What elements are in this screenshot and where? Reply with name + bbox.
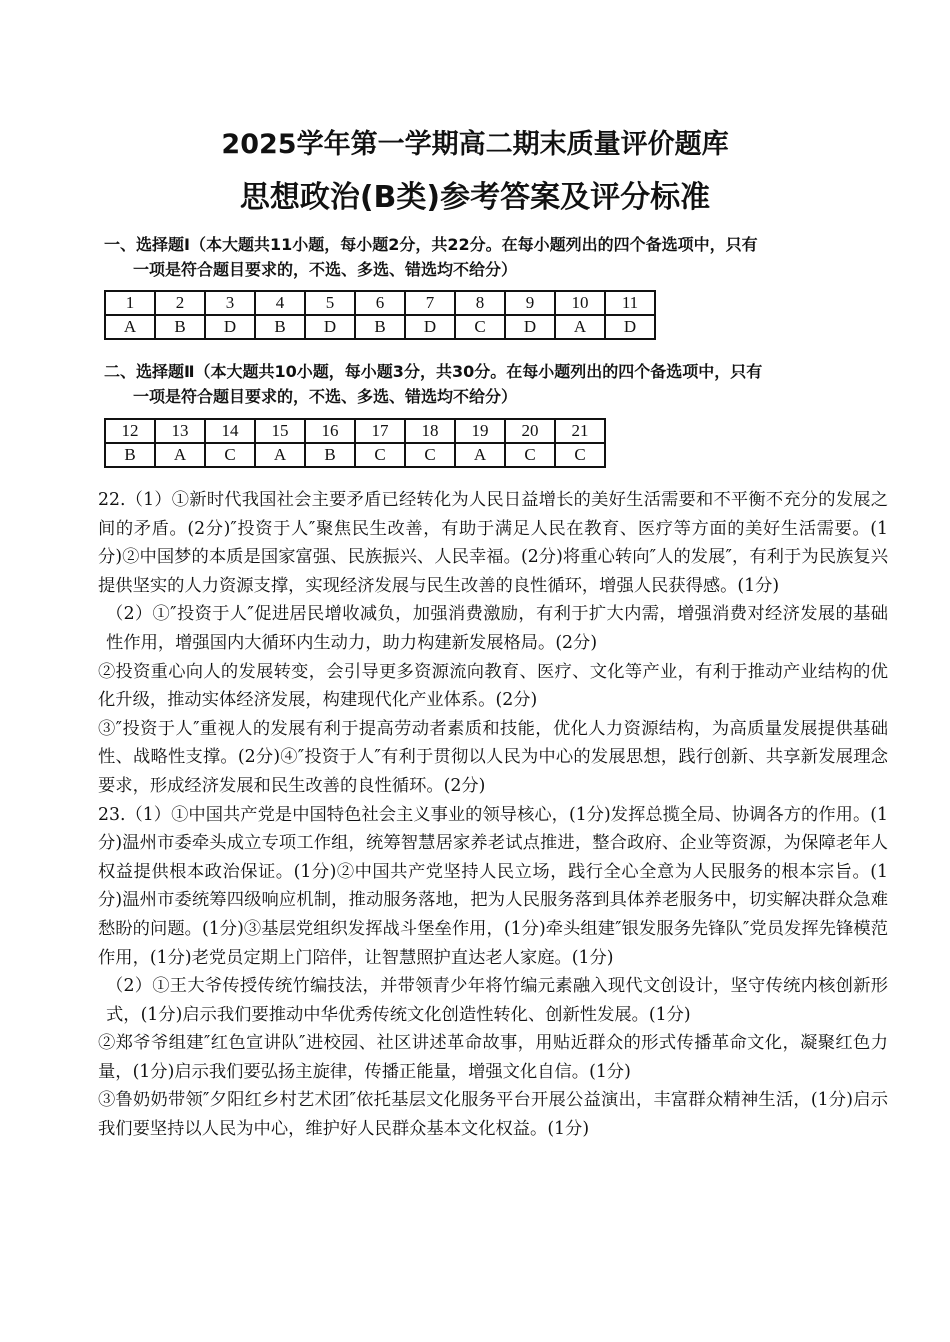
question-number: 16	[305, 419, 355, 443]
question-number: 4	[255, 291, 305, 315]
question-number: 1	[105, 291, 155, 315]
answer-cell: D	[205, 315, 255, 339]
answer-cell: B	[255, 315, 305, 339]
question-number: 10	[555, 291, 605, 315]
answer-cell: A	[255, 443, 305, 467]
answer-cell: A	[155, 443, 205, 467]
answer-cell: C	[205, 443, 255, 467]
answer-cell: B	[305, 443, 355, 467]
question-number: 19	[455, 419, 505, 443]
question-number: 13	[155, 419, 205, 443]
question-number: 15	[255, 419, 305, 443]
answer-cell: C	[355, 443, 405, 467]
question-number: 17	[355, 419, 405, 443]
answer-cell: D	[305, 315, 355, 339]
section1-number-row	[105, 291, 655, 315]
question-number: 21	[555, 419, 605, 443]
q23-part2-a: （2）①王大爷传授传统竹编技法，并带领青少年将竹编元素融入现代文创设计，坚守传统内核创新形式，(1分)启示我们要推动中华优秀传统文化创造性转化、创新性发展。(1分)	[106, 976, 888, 1025]
answer-cell: A	[555, 315, 605, 339]
answer-cell: B	[355, 315, 405, 339]
question-number: 14	[205, 419, 255, 443]
question-number: 6	[355, 291, 405, 315]
section1-heading	[104, 232, 824, 282]
q22-part1: 22.（1）①新时代我国社会主要矛盾已经转化为人民日益增长的美好生活需要和不平衡不充分的发展之间的矛盾。(2分)″投资于人″聚焦民生改善，有助于满足人民在教育、医疗等方面的美好生活需要。(1分)②中国梦的本质是国家富强、民族振兴、人民幸福。(2分)将重心转向″人的发展″，有利于为民族复兴提供坚实的人力资源支撑，实现经济发展与民生改善的良性循环，增强人民获得感。(1分)	[98, 490, 888, 596]
section2-answer-table	[104, 418, 606, 468]
answer-cell: B	[155, 315, 205, 339]
section2-answer-row	[105, 443, 605, 467]
answer-cell: D	[405, 315, 455, 339]
answer-cell: C	[555, 443, 605, 467]
section1-heading-line2: 一项是符合题目要求的，不选、多选、错选均不给分）	[133, 260, 518, 279]
section1-answer-table	[104, 290, 656, 340]
q22-part2-b: ②投资重心向人的发展转变，会引导更多资源流向教育、医疗、文化等产业，有利于推动产业结构的优化升级，推动实体经济发展，构建现代化产业体系。(2分)	[98, 661, 888, 711]
section1-heading-line1: 一、选择题Ⅰ（本大题共11小题，每小题2分，共22分。在每小题列出的四个备选项中，只有	[104, 235, 758, 254]
answer-cell: A	[455, 443, 505, 467]
section2-heading-line2: 一项是符合题目要求的，不选、多选、错选均不给分）	[133, 387, 518, 406]
question-number: 20	[505, 419, 555, 443]
answer-cell: A	[105, 315, 155, 339]
question-number: 3	[205, 291, 255, 315]
answer-cell: C	[405, 443, 455, 467]
section2-heading-line1: 二、选择题Ⅱ（本大题共10小题，每小题3分，共30分。在每小题列出的四个备选项中，只有	[104, 362, 763, 381]
answer-cell: C	[505, 443, 555, 467]
question-number: 18	[405, 419, 455, 443]
answer-cell: B	[105, 443, 155, 467]
q23-part1: 23.（1）①中国共产党是中国特色社会主义事业的领导核心，(1分)发挥总揽全局、协调各方的作用。(1分)温州市委牵头成立专项工作组，统筹智慧居家养老试点推进，整合政府、企业等资源，为保障老年人权益提供根本政治保证。(1分)②中国共产党坚持人民立场，践行全心全意为人民服务的根本宗旨。(1分)温州市委统筹四级响应机制，推动服务落地，把为人民服务落到具体养老服务中，切实解决群众急难愁盼的问题。(1分)③基层党组织发挥战斗堡垒作用，(1分)牵头组建″银发服务先锋队″党员发挥先锋模范作用，(1分)老党员定期上门陪伴，让智慧照护直达老人家庭。(1分)	[98, 804, 888, 968]
page-title: 2025学年第一学期高二期末质量评价题库	[221, 129, 729, 160]
question-number: 12	[105, 419, 155, 443]
answer-cell: D	[605, 315, 655, 339]
q23-part2-b: ②郑爷爷组建″红色宣讲队″进校园、社区讲述革命故事，用贴近群众的形式传播革命文化，凝聚红色力量，(1分)启示我们要弘扬主旋律，传播正能量，增强文化自信。(1分)	[98, 1033, 888, 1082]
question-number: 9	[505, 291, 555, 315]
section1-answer-row	[105, 315, 655, 339]
answer-cell: C	[455, 315, 505, 339]
q23-part2-c: ③鲁奶奶带领″夕阳红乡村艺术团″依托基层文化服务平台开展公益演出，丰富群众精神生活，(1分)启示我们要坚持以人民为中心，维护好人民群众基本文化权益。(1分)	[98, 1090, 888, 1140]
section2-heading	[104, 359, 824, 409]
question-number: 8	[455, 291, 505, 315]
q22-part2-c: ③″投资于人″重视人的发展有利于提高劳动者素质和技能，优化人力资源结构，为高质量发展提供基础性、战略性支撑。(2分)④″投资于人″有利于贯彻以人民为中心的发展思想，践行创新、共享新发展理念要求，形成经济发展和民生改善的良性循环。(2分)	[98, 718, 888, 796]
answer-body	[98, 486, 888, 1144]
question-number: 7	[405, 291, 455, 315]
page-subtitle: 思想政治(B类)参考答案及评分标准	[239, 180, 711, 215]
question-number: 2	[155, 291, 205, 315]
question-number: 11	[605, 291, 655, 315]
section2-number-row	[105, 419, 605, 443]
answer-cell: D	[505, 315, 555, 339]
q22-part2-a: （2）①″投资于人″促进居民增收减负，加强消费激励，有利于扩大内需，增强消费对经济发展的基础性作用，增强国内大循环内生动力，助力构建新发展格局。(2分)	[106, 604, 888, 653]
question-number: 5	[305, 291, 355, 315]
